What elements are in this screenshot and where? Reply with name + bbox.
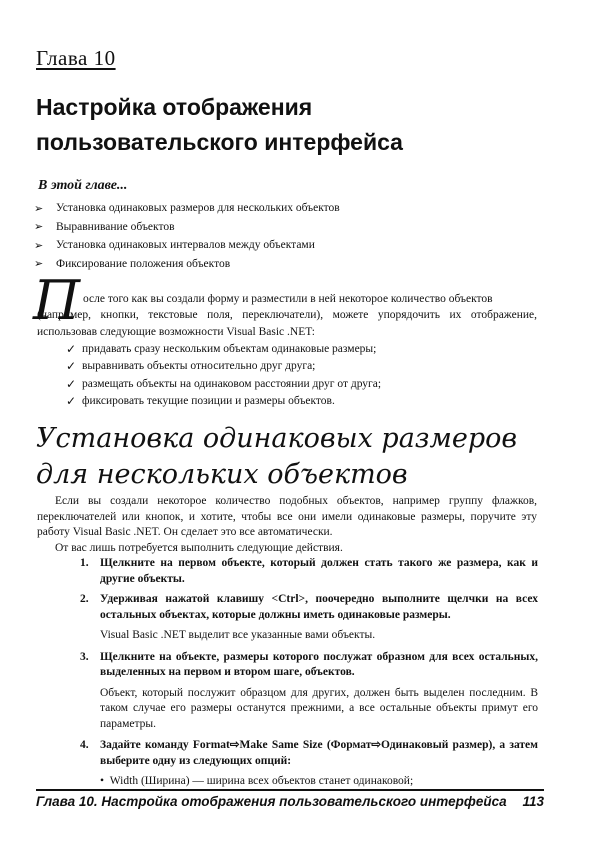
page-title	[36, 90, 566, 160]
list-item	[66, 375, 381, 393]
list-item	[66, 358, 381, 376]
list-item	[34, 199, 340, 218]
checkmark-icon: ✓	[66, 376, 77, 391]
page-title-line-2: пользовательского интерфейса	[36, 129, 403, 155]
list-item	[66, 393, 381, 411]
step-item	[80, 738, 538, 769]
chapter-label: Глава 10	[36, 46, 116, 70]
step-note: Объект, который послужит образцом для других, должен быть выделен последним. В таком случае его размеры останутся прежними, а все остальные объекты примут его параметры.	[100, 686, 538, 730]
step-text: Щелкните на объекте, размеры которого послужат образном для всех остальных, выделенных на первом и втором шаге, объектов.	[100, 650, 538, 678]
section-paragraph: От вас лишь потребуется выполнить следующие действия.	[55, 541, 343, 554]
step-text: Удерживая нажатой клавишу <Ctrl>, поочередно выполните щелчки на всех остальных объектах, которые должны иметь одинаковые размеры.	[100, 593, 538, 621]
checkmark-icon: ✓	[66, 394, 77, 409]
footer-title: Глава 10. Настройка отображения пользовательского интерфейса	[36, 794, 507, 809]
steps-list	[80, 556, 538, 790]
arrow-bullet-icon: ➢	[34, 221, 44, 234]
capability-text: придавать сразу нескольким объектам одинаковые размеры;	[82, 342, 377, 355]
chapter-topics-list	[34, 199, 340, 273]
capability-text: фиксировать текущие позиции и размеры объектов.	[82, 395, 335, 408]
capability-text: размещать объекты на одинаковом расстоянии друг от друга;	[82, 377, 382, 390]
topic-text: Фиксирование положения объектов	[56, 257, 231, 270]
sub-list-item	[100, 774, 538, 790]
page-title-line-1: Настройка отображения	[36, 94, 313, 120]
step-number: 2.	[80, 593, 89, 605]
page-number: 113	[522, 794, 544, 809]
topic-text: Установка одинаковых интервалов между объектами	[56, 239, 315, 252]
topic-text: Выравнивание объектов	[56, 220, 175, 233]
bullet-icon: •	[100, 775, 110, 787]
step-note: Visual Basic .NET выделит все указанные вами объекты.	[100, 629, 376, 641]
list-item	[34, 218, 340, 237]
list-item	[66, 340, 381, 358]
checkmark-icon: ✓	[66, 341, 77, 356]
step-item	[80, 556, 538, 587]
intro-paragraph: (например, кнопки, текстовые поля, переключатели), можете упорядочить их отображение, использовав следующие возможности Visual Basic .NET:	[37, 309, 537, 338]
capabilities-list	[66, 340, 381, 410]
section-heading-line-2: для нескольких объектов	[36, 459, 408, 490]
step-number: 4.	[80, 739, 89, 751]
step-text: Щелкните на первом объекте, который должен стать такого же размера, как и другие объекты.	[100, 557, 538, 585]
arrow-bullet-icon: ➢	[34, 202, 44, 215]
section-heading-line-1: Установка одинаковых размеров	[36, 423, 518, 454]
sub-item-text: Width (Ширина) — ширина всех объектов станет одинаковой;	[109, 775, 414, 787]
step-number: 1.	[80, 557, 89, 569]
section-paragraph: Если вы создали некоторое количество подобных объектов, например группу флажков, переключателей или кнопок, и хотите, чтобы все они имели одинаковые размеры, поручите эту работу Visual Basic .NET. Он сделает это все автоматически.	[37, 495, 537, 538]
topic-text: Установка одинаковых размеров для нескольких объектов	[56, 202, 340, 215]
intro-first-line: осле того как вы создали форму и разместили в ней некоторое количество объектов	[83, 293, 493, 305]
section-heading	[36, 421, 556, 493]
footer-rule	[36, 789, 544, 791]
step-item	[80, 592, 538, 623]
step-number: 3.	[80, 650, 89, 663]
step-item	[80, 650, 538, 681]
drop-cap: П	[33, 269, 81, 332]
checkmark-icon: ✓	[66, 359, 77, 374]
arrow-bullet-icon: ➢	[34, 258, 44, 271]
chapter-contents-heading: В этой главе...	[38, 178, 128, 193]
section-body	[37, 494, 537, 556]
arrow-bullet-icon: ➢	[34, 239, 44, 252]
list-item	[34, 236, 340, 255]
page-footer	[36, 794, 544, 809]
step-text: Задайте команду Format⇨Make Same Size (Формат⇨Одинаковый размер), а затем выберите одну из следующих опций:	[100, 739, 538, 767]
capability-text: выравнивать объекты относительно друг друга;	[82, 360, 316, 373]
